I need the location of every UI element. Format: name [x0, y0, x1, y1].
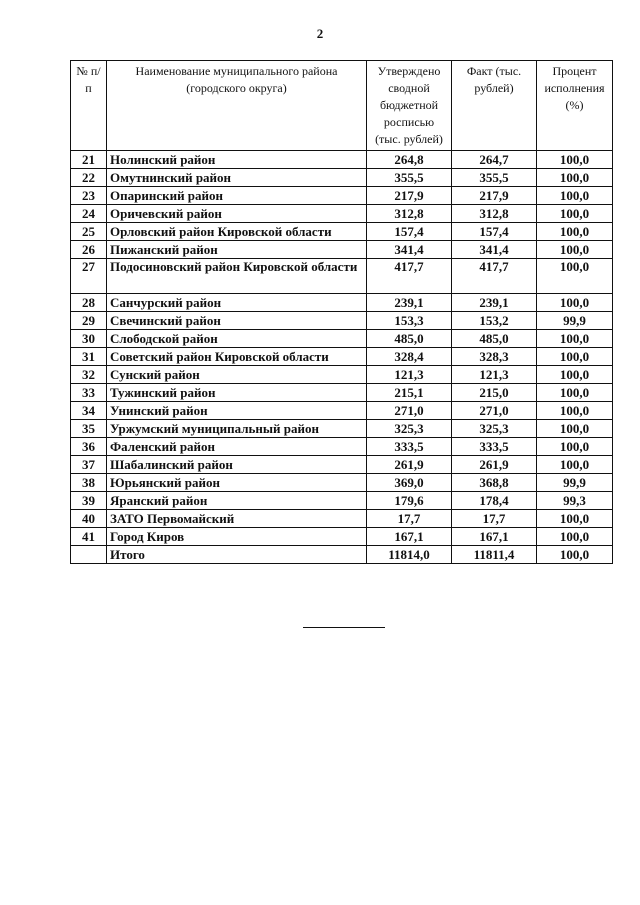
cell-percent: 100,0: [537, 187, 613, 205]
cell-num: 34: [71, 402, 107, 420]
cell-fact: 341,4: [452, 241, 537, 259]
cell-approved: 417,7: [367, 259, 452, 294]
cell-percent: 100,0: [537, 223, 613, 241]
table-row: [71, 402, 613, 420]
end-of-document-line: [303, 627, 385, 628]
cell-name: Нолинский район: [107, 151, 367, 169]
cell-fact: 239,1: [452, 294, 537, 312]
cell-approved: 325,3: [367, 420, 452, 438]
cell-percent: 100,0: [537, 169, 613, 187]
cell-approved: 355,5: [367, 169, 452, 187]
cell-percent: 99,9: [537, 312, 613, 330]
cell-num: 30: [71, 330, 107, 348]
cell-fact: 11811,4: [452, 546, 537, 564]
table-row: [71, 312, 613, 330]
cell-name: Слободской район: [107, 330, 367, 348]
header-percent: Процент исполнения (%): [537, 61, 613, 151]
cell-num: 37: [71, 456, 107, 474]
table-row: [71, 205, 613, 223]
header-name: Наименование муниципального района (городского округа): [107, 61, 367, 151]
cell-name: Яранский район: [107, 492, 367, 510]
cell-approved: 17,7: [367, 510, 452, 528]
table-row: [71, 384, 613, 402]
cell-num: 23: [71, 187, 107, 205]
cell-num: 24: [71, 205, 107, 223]
cell-name: Сунский район: [107, 366, 367, 384]
cell-percent: 100,0: [537, 151, 613, 169]
cell-percent: 100,0: [537, 510, 613, 528]
cell-name: Опаринский район: [107, 187, 367, 205]
cell-name: Юрьянский район: [107, 474, 367, 492]
table-row: [71, 528, 613, 546]
cell-fact: 368,8: [452, 474, 537, 492]
cell-name: Подосиновский район Кировской области: [107, 259, 367, 294]
table-row: [71, 420, 613, 438]
table-row: [71, 348, 613, 366]
table-row: [71, 187, 613, 205]
header-fact: Факт (тыс. рублей): [452, 61, 537, 151]
cell-fact: 121,3: [452, 366, 537, 384]
cell-approved: 264,8: [367, 151, 452, 169]
cell-approved: 271,0: [367, 402, 452, 420]
cell-percent: 100,0: [537, 205, 613, 223]
cell-percent: 100,0: [537, 366, 613, 384]
cell-fact: 325,3: [452, 420, 537, 438]
table-row: [71, 438, 613, 456]
cell-name: Итого: [107, 546, 367, 564]
cell-num: 40: [71, 510, 107, 528]
cell-fact: 178,4: [452, 492, 537, 510]
cell-name: Уржумский муниципальный район: [107, 420, 367, 438]
cell-name: ЗАТО Первомайский: [107, 510, 367, 528]
cell-fact: 355,5: [452, 169, 537, 187]
cell-name: Унинский район: [107, 402, 367, 420]
cell-num: 31: [71, 348, 107, 366]
page-number: 2: [316, 26, 324, 41]
cell-num: 38: [71, 474, 107, 492]
cell-percent: 100,0: [537, 384, 613, 402]
cell-approved: 328,4: [367, 348, 452, 366]
cell-fact: 328,3: [452, 348, 537, 366]
cell-fact: 157,4: [452, 223, 537, 241]
cell-fact: 312,8: [452, 205, 537, 223]
table-row: [71, 294, 613, 312]
cell-num: 21: [71, 151, 107, 169]
table-row: [71, 151, 613, 169]
cell-approved: 11814,0: [367, 546, 452, 564]
table-row: [71, 330, 613, 348]
cell-name: Санчурский район: [107, 294, 367, 312]
cell-name: Оричевский район: [107, 205, 367, 223]
cell-approved: 341,4: [367, 241, 452, 259]
cell-percent: 100,0: [537, 528, 613, 546]
cell-num: 41: [71, 528, 107, 546]
cell-name: Шабалинский район: [107, 456, 367, 474]
cell-name: Орловский район Кировской области: [107, 223, 367, 241]
cell-num: 22: [71, 169, 107, 187]
cell-fact: 333,5: [452, 438, 537, 456]
cell-num: 28: [71, 294, 107, 312]
table-total-row: [71, 546, 613, 564]
cell-num: 27: [71, 259, 107, 294]
cell-fact: 264,7: [452, 151, 537, 169]
cell-percent: 100,0: [537, 330, 613, 348]
table-row: [71, 366, 613, 384]
cell-name: Фаленский район: [107, 438, 367, 456]
cell-name: Свечинский район: [107, 312, 367, 330]
budget-execution-table: [70, 60, 613, 564]
cell-percent: 100,0: [537, 420, 613, 438]
table-row: [71, 456, 613, 474]
cell-num: 26: [71, 241, 107, 259]
cell-approved: 157,4: [367, 223, 452, 241]
table-row: [71, 510, 613, 528]
cell-percent: 100,0: [537, 438, 613, 456]
cell-fact: 271,0: [452, 402, 537, 420]
cell-num: 29: [71, 312, 107, 330]
cell-num: 25: [71, 223, 107, 241]
cell-fact: 217,9: [452, 187, 537, 205]
cell-approved: 485,0: [367, 330, 452, 348]
cell-percent: 99,9: [537, 474, 613, 492]
cell-approved: 167,1: [367, 528, 452, 546]
cell-fact: 261,9: [452, 456, 537, 474]
cell-approved: 215,1: [367, 384, 452, 402]
cell-approved: 333,5: [367, 438, 452, 456]
cell-approved: 179,6: [367, 492, 452, 510]
cell-approved: 153,3: [367, 312, 452, 330]
cell-num: 36: [71, 438, 107, 456]
cell-fact: 17,7: [452, 510, 537, 528]
cell-num: 32: [71, 366, 107, 384]
cell-name: Тужинский район: [107, 384, 367, 402]
cell-approved: 217,9: [367, 187, 452, 205]
cell-fact: 417,7: [452, 259, 537, 294]
cell-num: 39: [71, 492, 107, 510]
cell-approved: 261,9: [367, 456, 452, 474]
table-row: [71, 223, 613, 241]
cell-approved: 239,1: [367, 294, 452, 312]
cell-percent: 100,0: [537, 402, 613, 420]
table-header-row: [71, 61, 613, 151]
cell-fact: 215,0: [452, 384, 537, 402]
cell-percent: 100,0: [537, 546, 613, 564]
cell-percent: 99,3: [537, 492, 613, 510]
cell-approved: 121,3: [367, 366, 452, 384]
cell-fact: 485,0: [452, 330, 537, 348]
cell-num: 33: [71, 384, 107, 402]
cell-num: 35: [71, 420, 107, 438]
cell-percent: 100,0: [537, 259, 613, 294]
table-row: [71, 169, 613, 187]
cell-name: Советский район Кировской области: [107, 348, 367, 366]
header-approved: Утверждено сводной бюджетной росписью (тыс. рублей): [367, 61, 452, 151]
cell-num: [71, 546, 107, 564]
header-num: № п/п: [71, 61, 107, 151]
cell-name: Город Киров: [107, 528, 367, 546]
table-row: [71, 241, 613, 259]
cell-percent: 100,0: [537, 348, 613, 366]
cell-approved: 312,8: [367, 205, 452, 223]
cell-approved: 369,0: [367, 474, 452, 492]
cell-percent: 100,0: [537, 294, 613, 312]
table-row: [71, 259, 613, 294]
cell-fact: 167,1: [452, 528, 537, 546]
table-row: [71, 474, 613, 492]
cell-name: Пижанский район: [107, 241, 367, 259]
cell-percent: 100,0: [537, 241, 613, 259]
table-row: [71, 492, 613, 510]
cell-fact: 153,2: [452, 312, 537, 330]
cell-percent: 100,0: [537, 456, 613, 474]
cell-name: Омутнинский район: [107, 169, 367, 187]
